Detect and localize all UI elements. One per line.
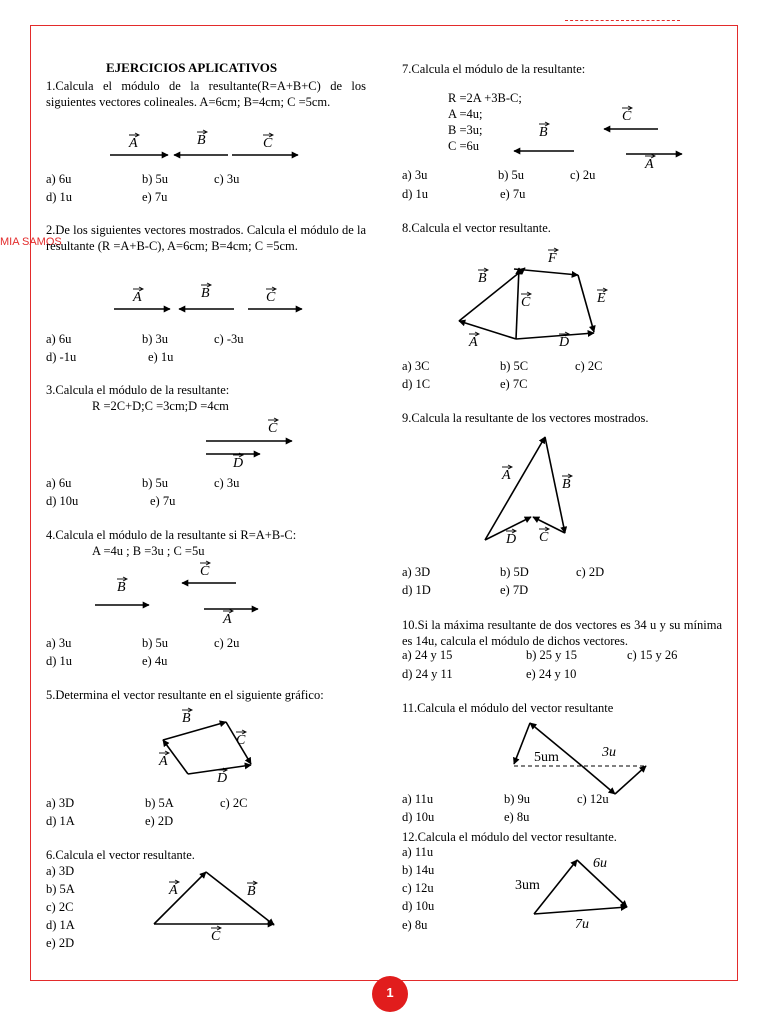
p7-line-2: A =4u;	[448, 107, 483, 121]
p11-opt-b: b) 9u	[504, 792, 531, 806]
p4-opt-d: d) 1u	[46, 654, 73, 668]
fig11-label-3u: 3u	[602, 745, 616, 760]
fig12-vector-7u	[534, 907, 627, 914]
page-title: EJERCICIOS APLICATIVOS	[106, 60, 278, 75]
fig1-label-a: A	[129, 136, 138, 151]
p8-opt-a: a) 3C	[402, 359, 430, 373]
p12-opt-b: b) 14u	[402, 863, 435, 877]
p5-opt-e: e) 2D	[145, 814, 174, 828]
fig6-label-a: A	[169, 883, 178, 898]
fig8-vector-f	[514, 269, 578, 275]
page-number-badge	[372, 976, 408, 1012]
p12-opt-c: c) 12u	[402, 881, 434, 895]
fig4-label-b: B	[117, 580, 126, 595]
fig5-vector-b	[163, 722, 226, 740]
fig11-vector-3u-c	[615, 766, 646, 794]
p5-opt-a: a) 3D	[46, 796, 75, 810]
p1-opt-c: c) 3u	[214, 172, 240, 186]
fig9-vector-c	[533, 517, 565, 533]
fig8-label-d: D	[559, 335, 570, 350]
fig2-label-a: A	[133, 290, 142, 305]
problem-5-text: 5.Determina el vector resultante en el siguiente gráfico:	[46, 688, 324, 702]
p4-opt-c: c) 2u	[214, 636, 240, 650]
problem-8-text: 8.Calcula el vector resultante.	[402, 221, 551, 235]
problem-4-formula: A =4u ; B =3u ; C =5u	[92, 544, 205, 558]
fig5-label-b: B	[182, 711, 191, 726]
p5-opt-b: b) 5A	[145, 796, 174, 810]
fig5-label-a: A	[159, 754, 168, 769]
p4-opt-a: a) 3u	[46, 636, 72, 650]
problem-7-text: 7.Calcula el módulo de la resultante:	[402, 62, 586, 76]
fig3-label-c: C	[268, 421, 278, 436]
p10-opt-c: c) 15 y 26	[627, 648, 678, 662]
p10-opt-e: e) 24 y 10	[526, 667, 577, 681]
fig7-label-b: B	[539, 125, 548, 140]
p3-opt-c: c) 3u	[214, 476, 240, 490]
problem-3-text: 3.Calcula el módulo de la resultante:	[46, 383, 230, 397]
p7-opt-a: a) 3u	[402, 168, 428, 182]
p11-opt-e: e) 8u	[504, 810, 530, 824]
p5-opt-d: d) 1A	[46, 814, 75, 828]
p9-opt-c: c) 2D	[576, 565, 605, 579]
p3-opt-e: e) 7u	[150, 494, 176, 508]
fig8-label-b: B	[478, 271, 487, 286]
problem-9-text: 9.Calcula la resultante de los vectores mostrados.	[402, 411, 649, 425]
p11-opt-c: c) 12u	[577, 792, 609, 806]
p6-opt-d: d) 1A	[46, 918, 75, 932]
problem-1-text: 1.Calcula el módulo de la resultante(R=A+B+C) de los siguientes vectores colineales. A=6cm; B=4cm; C =5cm.	[46, 79, 366, 109]
p4-opt-b: b) 5u	[142, 636, 169, 650]
p7-opt-b: b) 5u	[498, 168, 525, 182]
p7-line-4: C =6u	[448, 139, 480, 153]
p1-opt-b: b) 5u	[142, 172, 169, 186]
p6-opt-e: e) 2D	[46, 936, 75, 950]
p7-opt-d: d) 1u	[402, 187, 429, 201]
fig7-label-c: C	[622, 109, 632, 124]
fig5-label-d: D	[217, 771, 228, 786]
fig12-label-3um: 3um	[515, 878, 540, 893]
p9-opt-b: b) 5D	[500, 565, 529, 579]
p12-opt-a: a) 11u	[402, 845, 434, 859]
problem-3-formula: R =2C+D;C =3cm;D =4cm	[92, 399, 229, 413]
p2-opt-d: d) -1u	[46, 350, 77, 364]
fig11-label-5um: 5um	[534, 750, 559, 765]
p9-opt-d: d) 1D	[402, 583, 431, 597]
p11-opt-a: a) 11u	[402, 792, 434, 806]
fig12-vector-3um	[534, 860, 577, 914]
fig8-label-f: F	[548, 251, 557, 266]
fig9-label-d: D	[506, 532, 517, 547]
p3-opt-d: d) 10u	[46, 494, 79, 508]
p2-opt-c: c) -3u	[214, 332, 244, 346]
fig4-label-c: C	[200, 564, 210, 579]
fig8-vector-b	[459, 268, 525, 321]
p6-opt-c: c) 2C	[46, 900, 74, 914]
fig8-label-c: C	[521, 295, 531, 310]
p8-opt-d: d) 1C	[402, 377, 431, 391]
p7-line-1: R =2A +3B-C;	[448, 91, 522, 105]
p9-opt-e: e) 7D	[500, 583, 529, 597]
fig12-label-7u: 7u	[575, 917, 589, 932]
p8-opt-e: e) 7C	[500, 377, 528, 391]
problem-4-text: 4.Calcula el módulo de la resultante si R=A+B-C:	[46, 528, 297, 542]
fig8-vector-a	[459, 321, 516, 339]
fig9-label-c: C	[539, 530, 549, 545]
fig4-label-a: A	[223, 612, 232, 627]
p10-opt-a: a) 24 y 15	[402, 648, 453, 662]
p3-opt-a: a) 6u	[46, 476, 72, 490]
fig3-label-d: D	[233, 456, 244, 471]
p2-opt-e: e) 1u	[148, 350, 174, 364]
p6-opt-b: b) 5A	[46, 882, 75, 896]
p2-opt-b: b) 3u	[142, 332, 169, 346]
problem-2-text: 2.De los siguientes vectores mostrados. Calcula el módulo de la resultante (R =A+B-C), A=6cm; B=4cm; C =5cm.	[46, 223, 366, 253]
fig9-label-b: B	[562, 477, 571, 492]
p7-line-3: B =3u;	[448, 123, 483, 137]
problem-10-text: 10.Si la máxima resultante de dos vectores es 34 u y su mínima es 14u, calcula el módulo de dichos vectores.	[402, 618, 722, 648]
p12-opt-e: e) 8u	[402, 918, 428, 932]
p7-opt-e: e) 7u	[500, 187, 526, 201]
problem-12-text: 12.Calcula el módulo del vector resultante.	[402, 830, 617, 844]
fig2-label-c: C	[266, 290, 276, 305]
fig9-label-a: A	[502, 468, 511, 483]
p9-opt-a: a) 3D	[402, 565, 431, 579]
fig11-vector-3u-a	[514, 723, 530, 764]
p10-opt-b: b) 25 y 15	[526, 648, 578, 662]
p10-opt-d: d) 24 y 11	[402, 667, 453, 681]
fig6-label-b: B	[247, 884, 256, 899]
problem-6-text: 6.Calcula el vector resultante.	[46, 848, 195, 862]
p3-opt-b: b) 5u	[142, 476, 169, 490]
fig8-vector-e	[578, 275, 594, 332]
p8-opt-b: b) 5C	[500, 359, 529, 373]
fig8-label-e: E	[597, 291, 606, 306]
fig6-vector-a	[154, 872, 206, 924]
p6-opt-a: a) 3D	[46, 864, 75, 878]
p7-opt-c: c) 2u	[570, 168, 596, 182]
fig12-label-6u: 6u	[593, 856, 607, 871]
fig1-label-b: B	[197, 133, 206, 148]
p4-opt-e: e) 4u	[142, 654, 168, 668]
p1-opt-d: d) 1u	[46, 190, 73, 204]
problem-11-text: 11.Calcula el módulo del vector resultante	[402, 701, 614, 715]
fig8-vector-d	[516, 333, 594, 339]
page-number: 1	[386, 985, 394, 1000]
p8-opt-c: c) 2C	[575, 359, 603, 373]
fig6-label-c: C	[211, 929, 221, 944]
fig2-label-b: B	[201, 286, 210, 301]
fig11-vector-3u-b	[582, 766, 615, 794]
fig6-vector-b	[206, 872, 274, 925]
p5-opt-c: c) 2C	[220, 796, 248, 810]
fig8-label-a: A	[469, 335, 478, 350]
p1-opt-a: a) 6u	[46, 172, 72, 186]
fig8-vector-c	[516, 268, 519, 339]
watermark: MIA SAMOS	[0, 236, 62, 248]
p1-opt-e: e) 7u	[142, 190, 168, 204]
fig5-label-c: C	[236, 733, 246, 748]
p11-opt-d: d) 10u	[402, 810, 435, 824]
fig7-label-a: A	[645, 157, 654, 172]
p12-opt-d: d) 10u	[402, 899, 435, 913]
p2-opt-a: a) 6u	[46, 332, 72, 346]
fig1-label-c: C	[263, 136, 273, 151]
